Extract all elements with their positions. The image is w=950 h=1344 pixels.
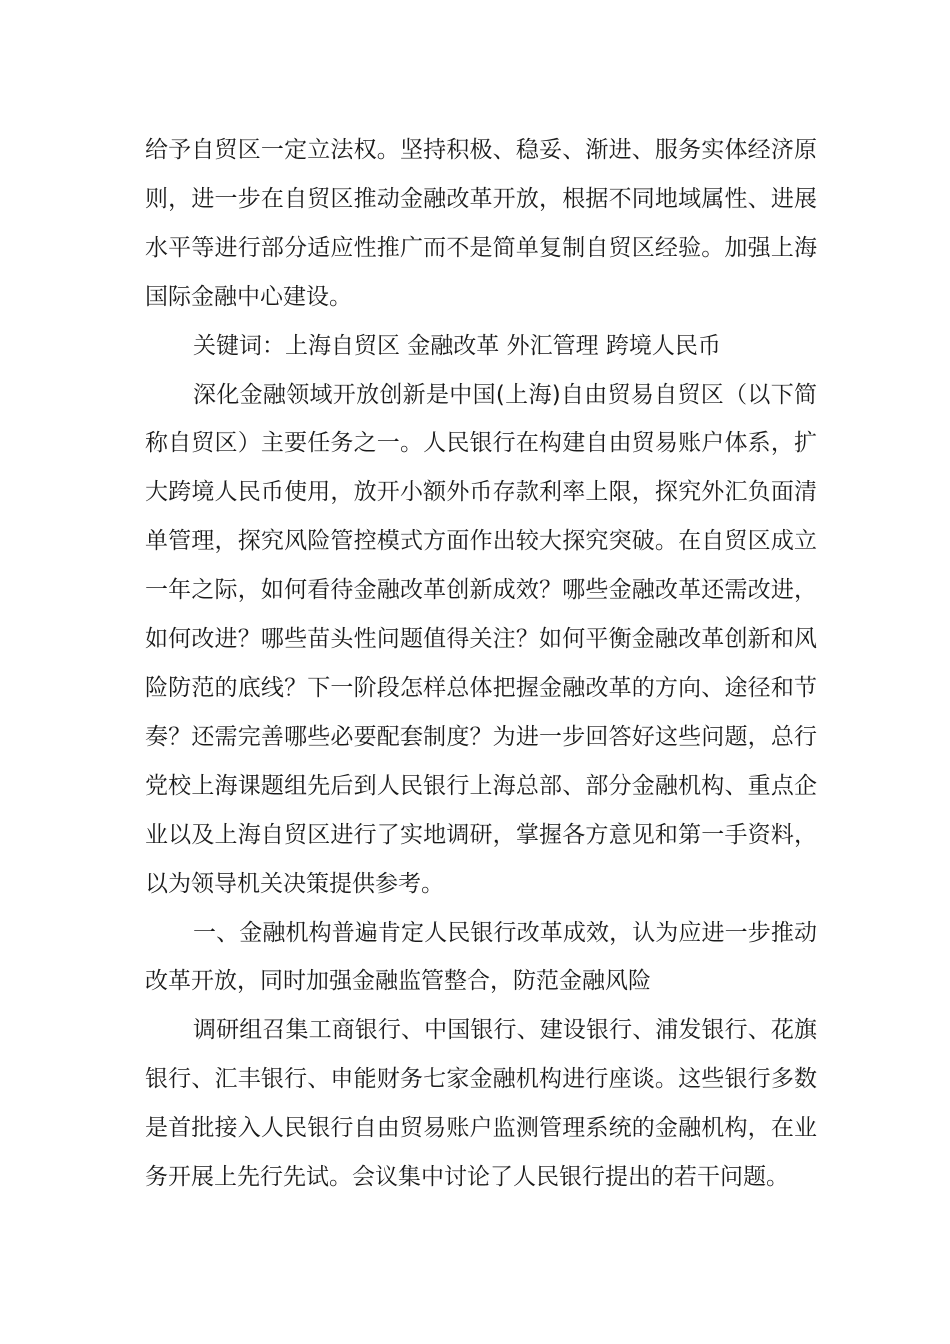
intro-paragraph: 深化金融领域开放创新是中国(上海)自由贸易自贸区（以下简称自贸区）主要任务之一。人民银行在构建自由贸易账户体系，扩大跨境人民币使用，放开小额外币存款利率上限，探究外汇负面清单管理，探究风险管控模式方面作出较大探究突破。在自贸区成立一年之际，如何看待金融改革创新成效？哪些金融改革还需改进，如何改进？哪些苗头性问题值得关注？如何平衡金融改革创新和风险防范的底线？下一阶段怎样总体把握金融改革的方向、途径和节奏？还需完善哪些必要配套制度？为进一步回答好这些问题，总行党校上海课题组先后到人民银行上海总部、部分金融机构、重点企业以及上海自贸区进行了实地调研，掌握各方意见和第一手资料，以为领导机关决策提供参考。 bbox=[145, 381, 817, 897]
section-body-paragraph: 调研组召集工商银行、中国银行、建设银行、浦发银行、花旗银行、汇丰银行、申能财务七家金融机构进行座谈。这些银行多数是首批接入人民银行自由贸易账户监测管理系统的金融机构，在业务开展上先行先试。会议集中讨论了人民银行提出的若干问题。 bbox=[145, 1017, 817, 1191]
keywords-paragraph: 关键词：上海自贸区 金融改革 外汇管理 跨境人民币 bbox=[193, 332, 721, 359]
abstract-tail-paragraph: 给予自贸区一定立法权。坚持积极、稳妥、渐进、服务实体经济原则，进一步在自贸区推动金融改革开放，根据不同地域属性、进展水平等进行部分适应性推广而不是简单复制自贸区经验。加强上海国际金融中心建设。 bbox=[145, 137, 817, 310]
document-body bbox=[145, 126, 817, 1202]
section-heading: 一、金融机构普遍肯定人民银行改革成效，认为应进一步推动改革开放，同时加强金融监管整合，防范金融风险 bbox=[145, 919, 817, 995]
